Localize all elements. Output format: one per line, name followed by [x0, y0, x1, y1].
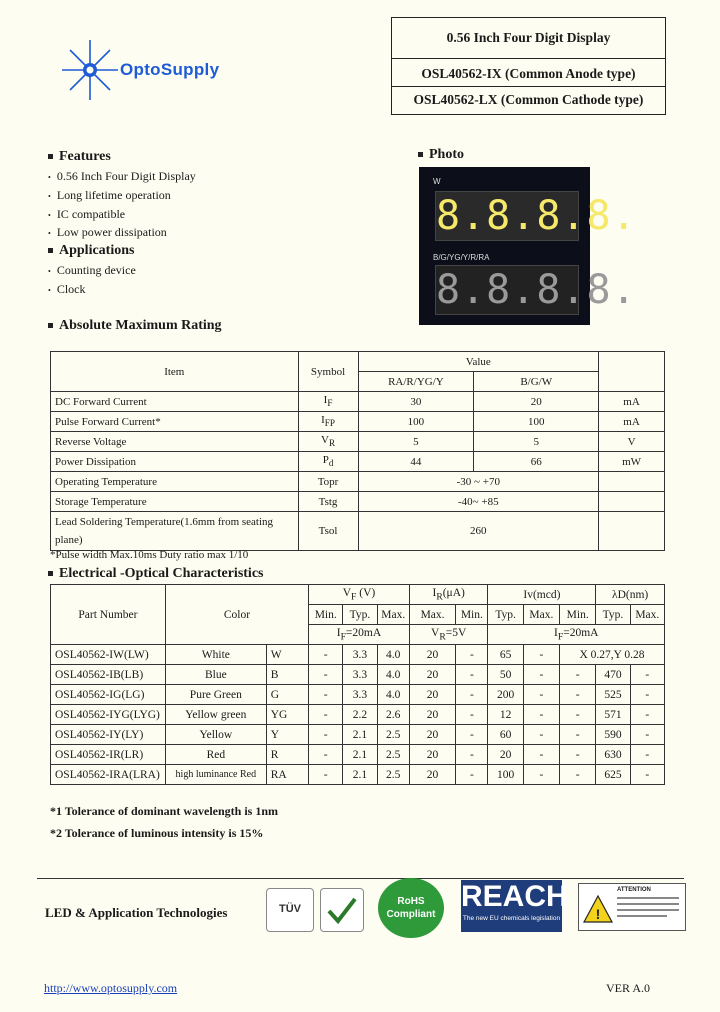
col-value: Value — [358, 352, 599, 372]
table-row: Lead Soldering Temperature(1.6mm from seating plane) Tsol 260 — [51, 512, 665, 551]
feature-item: • IC compatible — [48, 207, 125, 222]
version-label: VER A.0 — [606, 981, 651, 995]
col-iv: Iv(mcd) — [488, 585, 596, 605]
feature-item: • Low power dissipation — [48, 225, 167, 240]
feature-item: • Long lifetime operation — [48, 188, 171, 203]
cond-ir: $V_R=5V$ — [409, 625, 488, 645]
col-value-2: B/G/W — [474, 372, 599, 392]
table-row: OSL40562-IYG(LYG) Yellow green YG - 2.2 2.6 20 - 12 - - 571 - — [51, 705, 665, 725]
col-color: Color — [165, 585, 308, 645]
col-vf: $V_F$ (V) — [309, 585, 410, 605]
table-row: Pulse Forward Current* $I_{FP}$ 100 100 mA — [51, 412, 665, 432]
table-row: OSL40562-IW(LW) White W - 3.3 4.0 20 - 65 - X 0.27,Y 0.28 — [51, 645, 665, 665]
anode-type: OSL40562-IX (Common Anode type) — [421, 66, 636, 81]
table-row: Storage Temperature Tstg -40~ +85 — [51, 492, 665, 512]
abs-max-table — [50, 351, 665, 551]
col-ld: λD(nm) — [596, 585, 665, 605]
eo-heading: Electrical -Optical Characteristics — [48, 566, 263, 582]
symbol-pd: $P_d$ — [298, 452, 358, 472]
certification-check-icon — [320, 888, 364, 932]
table-row: OSL40562-IY(LY) Yellow Y - 2.1 2.5 20 - 60 - - 590 - — [51, 725, 665, 745]
symbol-if: $I_F$ — [298, 392, 358, 412]
note-intensity: *2 Tolerance of luminous intensity is 15% — [50, 826, 264, 840]
table-row: Operating Temperature Topr -30 ~ +70 — [51, 472, 665, 492]
col-value-1: RA/R/YG/Y — [358, 372, 474, 392]
table-row: OSL40562-IG(LG) Pure Green G - 3.3 4.0 20 - 200 - - 525 - — [51, 685, 665, 705]
svg-text:!: ! — [595, 906, 601, 922]
symbol-ifp: $I_{FP}$ — [298, 412, 358, 432]
cond-vf: $I_F=20mA$ — [309, 625, 410, 645]
table-row: Power Dissipation $P_d$ 44 66 mW — [51, 452, 665, 472]
product-title: 0.56 Inch Four Digit Display — [446, 30, 611, 45]
col-ir: $I_R(\mu A)$ — [409, 585, 488, 605]
esd-warning-icon: ! ATTENTION — [578, 883, 686, 931]
footer-divider — [37, 878, 684, 879]
application-item: • Counting device — [48, 263, 136, 278]
table-row: OSL40562-IB(LB) Blue B - 3.3 4.0 20 - 50 - - 470 - — [51, 665, 665, 685]
title-box — [391, 17, 666, 115]
photo-label-w: W — [433, 177, 441, 186]
abs-max-heading: Absolute Maximum Rating — [48, 318, 222, 334]
footer-tagline: LED & Application Technologies — [45, 905, 228, 920]
tuv-badge-icon: TÜV — [266, 888, 314, 932]
note-wavelength: *1 Tolerance of dominant wavelength is 1nm — [50, 804, 279, 818]
applications-heading: Applications — [48, 243, 134, 259]
col-part: Part Number — [51, 585, 166, 645]
symbol-vr: $V_R$ — [298, 432, 358, 452]
display-photo — [419, 167, 637, 325]
cond-rest: $I_F=20mA$ — [488, 625, 665, 645]
eo-table: Part Number Color $V_F$ (V) $I_R(\mu A)$ Iv(mcd) λD(nm) Min. Typ. Max. Max. Min. Typ. Max. Min. Typ. Max. $I_F=20mA$ $V_R=5V$ $I_F=20mA$ OSL40562-IW(LW) White W - 3.3 4.0 20 - 65 - X 0.27,Y 0.28 OSL40562-IB(LB) Blue B - 3.3 4.0 20 - 50 - - 470 - OSL40562-IG(LG) Pure Green G - 3.3 4.0 20 - 200 - - 525 - OSL40562-IYG(LYG) Yellow green YG - 2.2 2.6 20 - 12 - - 571 - OSL40562-IY(LY) Yellow Y - 2.1 2.5 20 - 60 - - 590 - OSL40562-IR(LR) Red R - 2.1 2.5 20 - 20 - - 630 - OSL40562-IRA(LRA) high luminance Red RA - 2.1 2.5 20 - 100 - - 625 - — [50, 584, 665, 785]
photo-label-colors: B/G/YG/Y/R/RA — [433, 253, 490, 262]
features-heading: Features — [48, 149, 111, 165]
table-row: DC Forward Current $I_F$ 30 20 mA — [51, 392, 665, 412]
table-row: Reverse Voltage $V_R$ 5 5 V — [51, 432, 665, 452]
rohs-badge-icon: RoHS Compliant — [378, 878, 444, 938]
photo-heading: Photo — [418, 147, 464, 163]
abs-max-note: *Pulse width Max.10ms Duty ratio max 1/10 — [50, 549, 249, 561]
brand-name: OptoSupply — [120, 60, 220, 79]
table-row: OSL40562-IR(LR) Red R - 2.1 2.5 20 - 20 - - 630 - — [51, 745, 665, 765]
website-link[interactable]: http://www.optosupply.com — [44, 981, 178, 995]
digits-yellow: 8.8.8.8. — [436, 193, 637, 239]
digits-dark: 8.8.8.8. — [436, 267, 637, 313]
col-item: Item — [51, 352, 299, 392]
feature-item: • 0.56 Inch Four Digit Display — [48, 169, 196, 184]
table-row: OSL40562-IRA(LRA) high luminance Red RA - 2.1 2.5 20 - 100 - - 625 - — [51, 765, 665, 785]
cathode-type: OSL40562-LX (Common Cathode type) — [413, 92, 644, 107]
reach-badge-icon: REACH The new EU chemicals legislation — [461, 880, 562, 932]
application-item: • Clock — [48, 282, 85, 297]
col-symbol: Symbol — [298, 352, 358, 392]
